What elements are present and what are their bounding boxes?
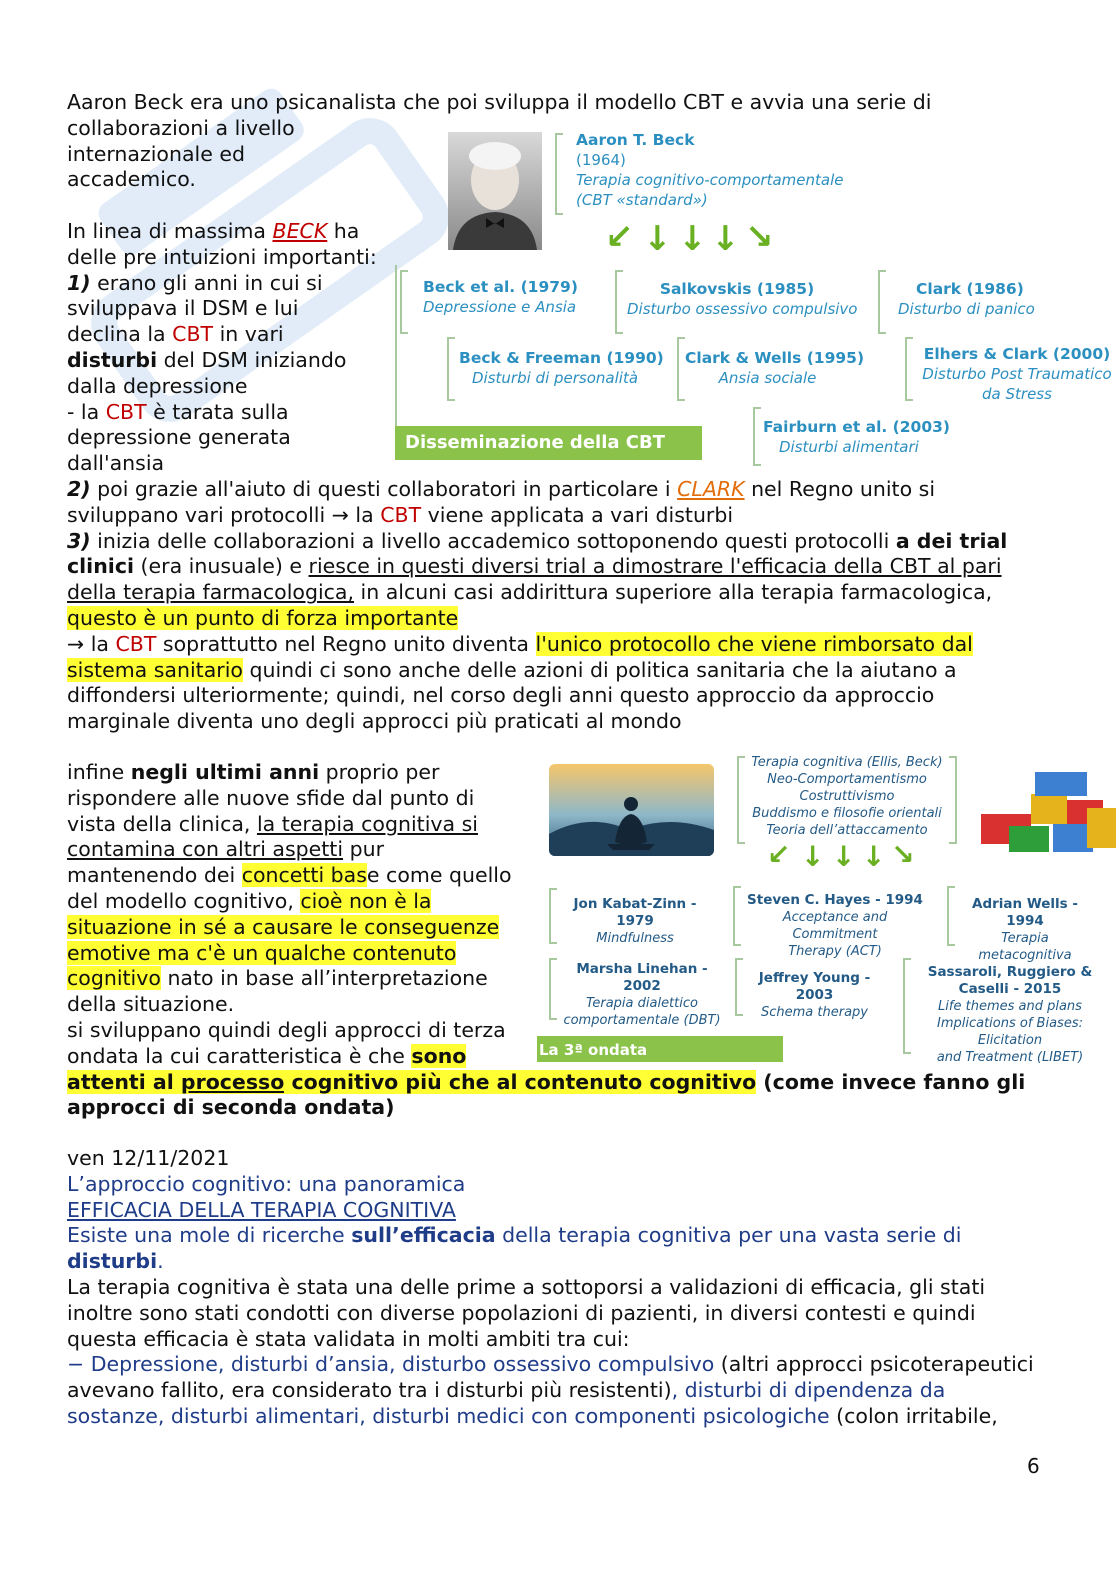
highlight: concetti bas [241,863,367,888]
text: mantenendo dei [67,863,242,888]
cbt-term: CBT [115,631,157,656]
item-beck-freeman-1990 [459,348,664,388]
bracket [400,270,408,334]
figure-cbt-dissemination [395,125,1116,465]
item-subtitle: Terapia metacognitiva [978,931,1072,963]
arrow-icon: → [67,631,85,656]
lego-icon [969,764,1116,859]
item-elhers-clark-2000 [918,344,1116,404]
bracket [447,337,455,401]
text: dall'ansia [67,451,165,476]
text: negli ultimi anni [130,760,320,784]
third-wave-roots [742,754,952,839]
text: Esiste una mole di ricerche [67,1223,352,1248]
item-title: Salkovskis (1985) [659,280,815,298]
item-subtitle: Ansia sociale [718,369,817,387]
text: proprio per [319,760,440,784]
root-item: Buddismo e filosofie orientali [752,806,942,821]
text: (altri approcci psicoterapeutici [714,1352,1034,1377]
text: poi grazie all'aiuto di questi collaboratori in particolare i [90,476,678,501]
item-title: Beck et al. (1979) [423,278,578,296]
item-subtitle: Implications of Biases: Elicitation [937,1016,1083,1048]
text: depressione generata [67,425,291,450]
arrow-down-icon: ↓ [711,219,740,259]
meditation-image [549,764,714,856]
meditation-icon [549,764,714,856]
text: vista della clinica, [67,811,257,836]
paragraph-efficacy [67,1146,1087,1430]
item-title: Beck & Freeman (1990) [459,349,664,367]
text: diffondersi ulteriormente; quindi, nel corso degli anni questo approccio da approccio [67,683,935,708]
bracket [549,888,557,944]
text: contamina con altri aspetti [67,837,344,862]
text: inoltre sono stati condotti con diverse popolazioni di pazienti, in diversi contesti e quindi [67,1300,976,1325]
text: dalla depressione [67,373,248,398]
item-wells [955,896,1095,964]
highlight: sono [411,1043,467,1068]
section-heading: EFFICACIA DELLA TERAPIA COGNITIVA [67,1197,456,1222]
arrow-down-right-icon: ↘ [745,217,774,257]
root-desc2: (CBT «standard») [576,191,708,209]
text: In linea di massima [67,218,273,243]
bracket [615,270,623,334]
text: avevano fallito, era considerato tra i disturbi più resistenti) [67,1378,672,1403]
item-subtitle: Mindfulness [596,931,674,946]
bracket [878,270,886,334]
item-subtitle: comportamentale (DBT) [563,1013,721,1028]
text: la [348,502,381,527]
text: è tarata sulla [146,399,289,424]
bracket [549,958,557,1020]
bracket [905,337,913,401]
text: infine [67,760,131,784]
divider [395,265,397,437]
highlight: questo è un punto di forza importante [67,605,459,630]
text: sviluppava il DSM e lui [67,296,299,321]
item-fairburn-2003 [763,417,950,457]
list-number: 3) [67,528,91,553]
text: e come quello [366,863,512,888]
item-subtitle: Life themes and plans [938,999,1082,1014]
text: collaborazioni a livello [67,115,295,140]
lego-bricks-image [969,764,1116,859]
arrow-down-icon: ↓ [643,219,672,259]
item-title: Sassaroli, Ruggiero & [927,964,1093,980]
item-title: Clark & Wells (1995) [685,349,865,367]
item-hayes [740,892,930,960]
text: la [84,631,116,656]
text: pur [343,837,384,862]
item-linehan [561,961,723,1029]
text: del DSM iniziando [157,347,347,372]
text: clinici [67,554,135,579]
text: si sviluppano quindi degli approcci di terza [67,1017,506,1042]
text: nel Regno unito si [744,476,936,501]
text: inizia delle collaborazioni a livello accademico sottoponendo questi protocolli [90,528,896,553]
root-desc: Terapia cognitivo-comportamentale [576,171,844,189]
text: della terapia farmacologica, [67,580,355,605]
text: delle pre intuizioni importanti: [67,244,377,269]
item-title: Clark (1986) [916,280,1024,298]
text: della terapia cognitiva per una vasta serie di [495,1223,962,1248]
text: declina la [67,322,173,347]
item-subtitle: Schema therapy [761,1005,868,1020]
text: - la [67,399,106,424]
item-subtitle: Disturbi alimentari [779,438,919,456]
text: riesce in questi diversi trial a dimostrare l'efficacia della CBT al pari [308,554,1002,579]
root-item: Terapia cognitiva (Ellis, Beck) [751,755,943,770]
arrow-down-left-icon: ↙ [767,838,791,871]
root-title: Aaron T. Beck [576,131,695,149]
text: (come invece fanno gli [756,1069,1026,1094]
arrow-down-left-icon: ↙ [605,217,634,257]
cbt-term: CBT [380,502,422,527]
bracket [555,133,563,215]
text: quindi ci sono anche delle azioni di politica sanitaria che la aiutano a [242,657,957,682]
root-item: Costruttivismo [799,789,895,804]
text: sull’efficacia [351,1223,496,1248]
arrow-down-right-icon: ↘ [891,838,915,871]
text: (era inusuale) e [134,554,309,579]
item-sassaroli [907,964,1113,1066]
item-subtitle: Disturbo ossessivo compulsivo [627,300,858,318]
highlight: emotive ma c'è un qualche contenuto [67,940,457,965]
text: disturbi [67,1249,158,1274]
item-subtitle: Disturbo di panico [898,300,1035,318]
text: soprattutto nel Regno unito diventa [156,631,536,656]
portrait-icon [448,132,542,250]
item-title: Caselli - 2015 [958,981,1062,997]
text: ha [327,218,360,243]
item-salkovskis-1985 [627,279,858,319]
highlight: situazione in sé a causare le conseguenze [67,914,500,939]
arrow-down-icon: ↓ [862,840,886,873]
text: − Depressione, disturbi d’ansia, disturbo ossessivo compulsivo [67,1352,715,1377]
beck-link[interactable]: BECK [272,218,328,243]
item-subtitle: Acceptance and Commitment [782,910,888,942]
item-title: Jon Kabat-Zinn - 1979 [573,896,697,929]
text: Aaron Beck era uno psicanalista che poi sviluppa il modello CBT e avvia una serie di [67,90,932,114]
item-subtitle: Terapia dialettico [586,996,698,1011]
item-subtitle: Therapy (ACT) [788,944,882,959]
text: la terapia cognitiva si [256,811,478,836]
text: accademico. [67,167,196,192]
text: questa efficacia è stata validata in molti ambiti tra cui: [67,1326,630,1351]
text: rispondere alle nuove sfide dal punto di [67,785,475,810]
item-subtitle: Disturbo Post Traumatico [922,365,1112,383]
highlight: sistema sanitario [67,657,243,682]
text: , disturbi di dipendenza da [671,1378,946,1403]
banner: Disseminazione della CBT [395,426,702,460]
bracket [753,407,761,466]
root-year: (1964) [576,151,626,169]
root-item: Neo-Comportamentismo [767,772,927,787]
text: approcci di seconda ondata) [67,1095,395,1120]
text: in vari [213,322,284,347]
date: ven 12/11/2021 [67,1146,230,1170]
text: del modello cognitivo, [67,888,301,913]
bracket [677,337,685,401]
item-clark-wells-1995 [685,348,865,388]
text: erano gli anni in cui si [90,270,323,295]
item-subtitle: Depressione e Ansia [423,298,577,316]
item-beck-1979 [423,277,578,317]
list-number: 2) [67,476,91,501]
clark-link[interactable]: CLARK [677,476,745,501]
text: della situazione. [67,992,235,1017]
item-title: Jeffrey Young - 2003 [758,970,871,1003]
page-number: 6 [1027,1454,1040,1478]
banner: La 3ª ondata [537,1036,783,1062]
arrow-icon: → [331,502,349,527]
section-subtitle: L’approccio cognitivo: una panoramica [67,1171,466,1196]
text: . [157,1249,164,1274]
item-title: Adrian Wells - 1994 [972,896,1078,929]
item-subtitle: Disturbi di personalità [472,369,639,387]
item-young [742,970,887,1021]
arrow-down-icon: ↓ [832,840,856,873]
text: sostanze, disturbi alimentari, disturbi medici con componenti psicologiche [67,1403,830,1428]
root-item: Teoria dell’attaccamento [766,823,928,838]
cbt-term: CBT [105,399,147,424]
item-title: Elhers & Clark (2000) [923,345,1111,363]
text: La terapia cognitiva è stata una delle prime a sottoporsi a validazioni di efficacia, gli stati [67,1274,986,1299]
text: viene applicata a vari disturbi [421,502,734,527]
text: nato in base all’interpretazione [160,966,488,991]
figure-third-wave [537,750,1116,1065]
item-subtitle: and Treatment (LIBET) [936,1050,1084,1065]
item-title: Steven C. Hayes - 1994 [747,892,923,908]
text: marginale diventa uno degli approcci più praticati al mondo [67,709,682,734]
highlight: cognitivo [67,966,161,991]
text: sviluppano vari protocolli [67,502,332,527]
item-subtitle: da Stress [982,385,1052,403]
item-kabat-zinn [559,896,711,947]
item-title: Fairburn et al. (2003) [763,418,950,436]
highlight: processo [180,1069,285,1094]
text: (colon irritabile, [829,1403,998,1428]
arrow-down-icon: ↓ [801,840,825,873]
list-number: 1) [67,270,91,295]
cbt-term: CBT [172,322,214,347]
text: a dei trial [895,528,1008,553]
text: in alcuni casi addirittura superiore alla terapia farmacologica, [354,580,993,605]
bracket [947,886,955,946]
highlight: cioè non è la [300,888,432,913]
text: ondata la cui caratteristica è che [67,1043,412,1068]
text: disturbi [67,347,158,372]
highlight: l'unico protocollo che viene rimborsato dal [535,631,973,656]
highlight: attenti al [67,1069,181,1094]
item-title: Marsha Linehan - 2002 [576,961,708,994]
item-clark-1986 [898,279,1048,319]
text: internazionale ed [67,141,245,166]
aaron-beck-photo [448,132,542,250]
arrow-down-icon: ↓ [678,219,707,259]
highlight: cognitivo più che al contenuto cognitivo [284,1069,757,1094]
